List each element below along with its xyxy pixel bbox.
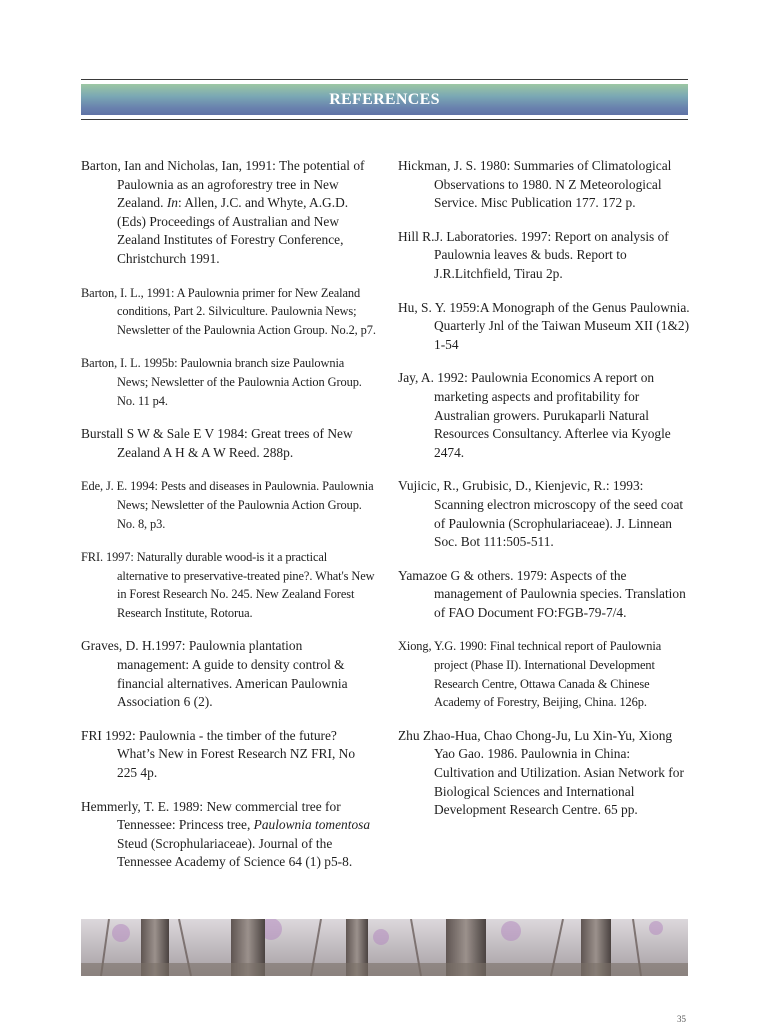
- page-title: REFERENCES: [329, 90, 440, 108]
- reference-text: Steud (Scrophulariaceae). Journal of the Tennessee Academy of Science 64 (1) p5-8.: [117, 835, 353, 870]
- header-rule-top: [81, 79, 688, 80]
- italic-text: In: [166, 195, 178, 211]
- footer-photo-strip: [81, 919, 688, 976]
- reference-text: Barton, I. L., 1991: A Paulownia primer for New Zealand conditions, Part 2. Silviculture. Paulownia News; Newsletter of the Paulownia Action Group. No.2, p7.: [81, 285, 376, 337]
- reference-entry: [398, 477, 690, 551]
- reference-text: Barton, I. L. 1995b: Paulownia branch size Paulownia News; Newsletter of the Paulownia Action Group. No. 11 p4.: [81, 356, 362, 408]
- reference-entry: [398, 567, 690, 623]
- reference-entry: [398, 637, 690, 711]
- italic-text: Paulownia tomentosa: [253, 817, 371, 833]
- reference-text: Burstall S W & Sale E V 1984: Great trees of New Zealand A H & A W Reed. 288p.: [81, 426, 353, 460]
- reference-entry: [81, 354, 377, 410]
- reference-text: Hemmerly, T. E. 1989: New commercial tree for Tennessee: Princess tree,: [81, 798, 341, 833]
- references-left-column: [81, 157, 377, 887]
- reference-entry: [81, 157, 377, 269]
- reference-entry: [398, 369, 690, 462]
- reference-entry: [81, 548, 377, 622]
- reference-text: FRI. 1997: Naturally durable wood-is it a practical alternative to preservative-treated pine?. What's New in Forest Research No. 245. New Zealand Forest Research Institute, Rotorua.: [81, 550, 375, 620]
- reference-entry: [81, 798, 377, 872]
- header-rule-bottom: [81, 119, 688, 120]
- references-right-column: [398, 157, 690, 835]
- reference-text: : Allen, J.C. and Whyte, A.G.D. (Eds) Proceedings of Australian and New Zealand Institutes of Forestry Conference, Christchurch 1991.: [117, 195, 349, 266]
- reference-entry: [398, 228, 690, 284]
- reference-text: Hill R.J. Laboratories. 1997: Report on analysis of Paulownia leaves & buds. Report to J.R.Litchfield, Tirau 2p.: [398, 228, 669, 281]
- reference-text: Graves, D. H.1997: Paulownia plantation management: A guide to density control & financial alternatives. American Paulownia Association 6 (2).: [81, 638, 348, 710]
- reference-entry: [398, 727, 690, 820]
- reference-text: Yamazoe G & others. 1979: Aspects of the management of Paulownia species. Translation of FAO Document FO:FGB-79-7/4.: [398, 567, 686, 620]
- reference-text: Vujicic, R., Grubisic, D., Kienjevic, R.: 1993: Scanning electron microscopy of the seed coat of Paulownia (Scrophulariaceae). J. Linnean Soc. Bot 111:505-511.: [398, 478, 684, 550]
- reference-entry: [81, 477, 377, 533]
- reference-entry: [81, 284, 377, 340]
- reference-text: Xiong, Y.G. 1990: Final technical report of Paulownia project (Phase II). International Development Research Centre, Ottawa Canada & Chinese Academy of Forestry, Beijing, China. 126p.: [398, 639, 662, 710]
- page-number: 35: [677, 1014, 686, 1024]
- reference-text: Ede, J. E. 1994: Pests and diseases in Paulownia. Paulownia News; Newsletter of the Paulownia Action Group. No. 8, p3.: [81, 479, 374, 531]
- reference-entry: [81, 425, 377, 462]
- reference-text: FRI 1992: Paulownia - the timber of the future? What’s New in Forest Research NZ FRI, No 225 4p.: [81, 727, 356, 781]
- reference-entry: [81, 727, 377, 783]
- reference-entry: [398, 157, 690, 213]
- forest-photo-image: [81, 919, 688, 976]
- reference-text: Hu, S. Y. 1959:A Monograph of the Genus Paulownia. Quarterly Jnl of the Taiwan Museum XII (1&2) 1-54: [398, 299, 690, 352]
- reference-text: Jay, A. 1992: Paulownia Economics A report on marketing aspects and profitability for Australian growers. Purukaparli Natural Resources Consultancy. Afterlee via Kyogle 2474.: [398, 370, 671, 460]
- reference-entry: [81, 637, 377, 711]
- reference-text: Hickman, J. S. 1980: Summaries of Climatological Observations to 1980. N Z Meteorological Service. Misc Publication 177. 172 p.: [398, 158, 672, 211]
- reference-text: Barton, Ian and Nicholas, Ian, 1991: The potential of Paulownia as an agroforestry tree in New Zealand.: [81, 158, 365, 211]
- reference-text: Zhu Zhao-Hua, Chao Chong-Ju, Lu Xin-Yu, Xiong Yao Gao. 1986. Paulownia in China: Cultivation and Utilization. Asian Network for Biological Sciences and International Development Research Centre. 65 pp.: [398, 727, 684, 818]
- header-bar: [81, 84, 688, 115]
- reference-entry: [398, 299, 690, 355]
